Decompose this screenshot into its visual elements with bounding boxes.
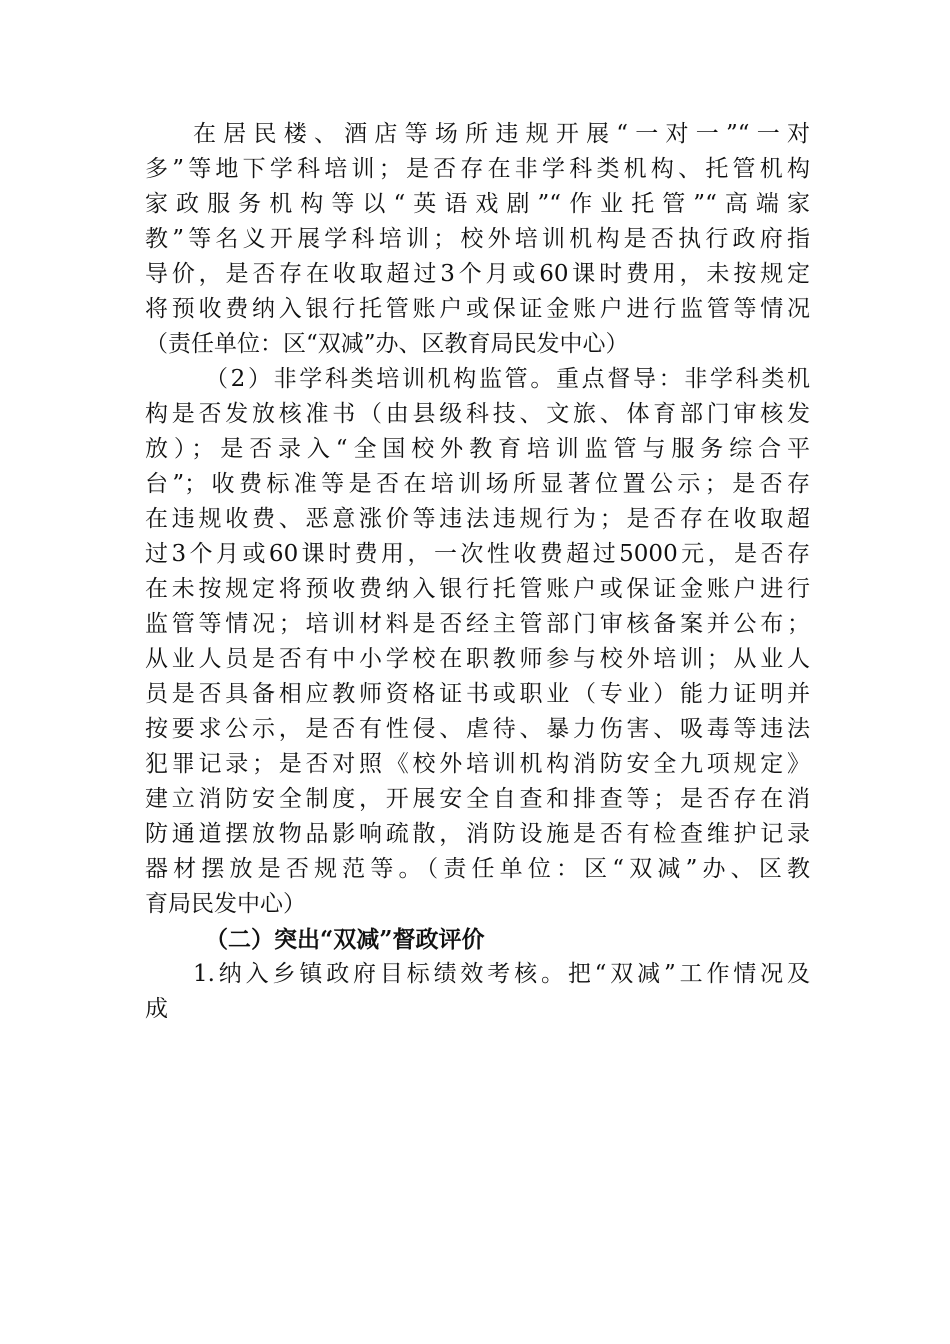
section-heading: （二）突出“双减”督政评价	[205, 926, 485, 953]
text-line: 防通道摆放物品影响疏散，消防设施是否有检查维护记录	[145, 821, 810, 847]
text-line: 在居民楼、酒店等场所违规开展“一对一”“一对	[193, 121, 810, 147]
text-line: 建立消防安全制度，开展安全自查和排查等；是否存在消	[145, 786, 810, 812]
text-line: 1.纳入乡镇政府目标绩效考核。把“双减”工作情况及	[193, 961, 810, 987]
text-line: 导价，是否存在收取超过3个月或60课时费用，未按规定	[145, 261, 810, 287]
text-line: 犯罪记录；是否对照《校外培训机构消防安全九项规定》	[145, 751, 810, 777]
text-line: 监管等情况；培训材料是否经主管部门审核备案并公布；	[145, 611, 810, 637]
text-line: 按要求公示，是否有性侵、虐待、暴力伤害、吸毒等违法	[145, 716, 810, 742]
text-line: 器材摆放是否规范等。（责任单位：区“双减”办、区教	[145, 856, 810, 882]
text-line: 构是否发放核准书（由县级科技、文旅、体育部门审核发	[145, 401, 810, 427]
text-line: 将预收费纳入银行托管账户或保证金账户进行监管等情况	[145, 296, 810, 322]
text-line: （2）非学科类培训机构监管。重点督导：非学科类机	[205, 366, 810, 392]
text-line: 教”等名义开展学科培训；校外培训机构是否执行政府指	[145, 226, 810, 252]
text-line: 放）；是否录入“全国校外教育培训监管与服务综合平	[145, 436, 810, 462]
document-body	[145, 117, 810, 1027]
text-line: 从业人员是否有中小学校在职教师参与校外培训；从业人	[145, 646, 810, 672]
text-line: （责任单位：区“双减”办、区教育局民发中心）	[145, 331, 629, 357]
text-line: 成	[145, 996, 168, 1022]
text-line: 员是否具备相应教师资格证书或职业（专业）能力证明并	[145, 681, 810, 707]
text-line: 在违规收费、恶意涨价等违法违规行为；是否存在收取超	[145, 506, 810, 532]
text-line: 育局民发中心）	[145, 891, 306, 917]
text-line: 在未按规定将预收费纳入银行托管账户或保证金账户进行	[145, 576, 810, 602]
text-line: 台”；收费标准等是否在培训场所显著位置公示；是否存	[145, 471, 810, 497]
text-line: 多”等地下学科培训；是否存在非学科类机构、托管机构	[145, 156, 810, 182]
text-line: 家政服务机构等以“英语戏剧”“作业托管”“高端家	[145, 191, 810, 217]
text-line: 过3个月或60课时费用，一次性收费超过5000元，是否存	[145, 541, 810, 567]
